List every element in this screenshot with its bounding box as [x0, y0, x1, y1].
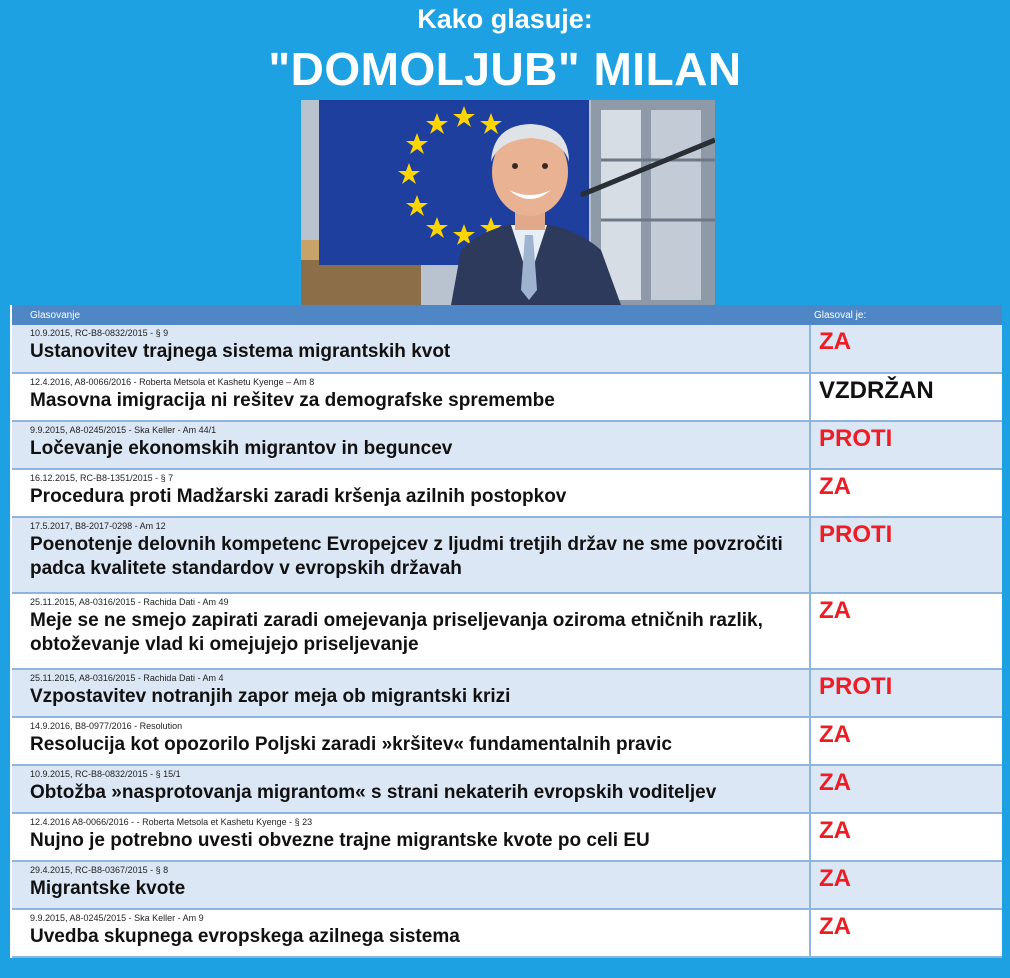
vote-result-cell	[810, 373, 1002, 421]
vote-topic: Nujno je potrebno uvesti obvezne trajne migrantske kvote po celi EU	[30, 830, 650, 851]
vote-result-cell	[810, 717, 1002, 765]
page-subtitle: Kako glasuje:	[417, 4, 593, 34]
column-header-vote: Glasoval je:	[810, 305, 1002, 325]
vote-meta: 12.4.2016 A8-0066/2016 - - Roberta Metsola et Kashetu Kyenge - § 23	[30, 817, 313, 827]
table-row	[12, 517, 1002, 593]
vote-meta: 10.9.2015, RC-B8-0832/2015 - § 9	[30, 328, 169, 338]
vote-topic-cell	[12, 765, 810, 813]
table-row	[12, 765, 1002, 813]
vote-meta: 25.11.2015, A8-0316/2015 - Rachida Dati - Am 4	[30, 673, 224, 683]
table-header-row	[12, 305, 1002, 325]
vote-result: PROTI	[819, 521, 893, 548]
vote-meta: 17.5.2017, B8-2017-0298 - Am 12	[30, 521, 166, 531]
vote-meta: 10.9.2015, RC-B8-0832/2015 - § 15/1	[30, 769, 181, 779]
vote-result-cell	[810, 421, 1002, 469]
vote-meta: 16.12.2015, RC-B8-1351/2015 - § 7	[30, 473, 174, 483]
vote-meta: 14.9.2016, B8-0977/2016 - Resolution	[30, 721, 183, 731]
vote-meta: 25.11.2015, A8-0316/2015 - Rachida Dati - Am 49	[30, 597, 229, 607]
vote-topic-cell	[12, 861, 810, 909]
table-row	[12, 469, 1002, 517]
vote-result-cell	[810, 909, 1002, 957]
vote-topic: Ločevanje ekonomskih migrantov in beguncev	[30, 438, 453, 459]
vote-meta: 29.4.2015, RC-B8-0367/2015 - § 8	[30, 865, 169, 875]
vote-result-cell	[810, 765, 1002, 813]
vote-topic: Meje se ne smejo zapirati zaradi omejevanja priseljevanja oziroma etničnih razlik, obtoževanje vlad ki omejujejo priseljevanje	[30, 610, 763, 655]
votes-table	[12, 305, 1002, 958]
vote-topic-cell	[12, 421, 810, 469]
table-row	[12, 373, 1002, 421]
vote-result: PROTI	[819, 673, 893, 700]
vote-topic: Obtožba »nasprotovanja migrantom« s strani nekaterih evropskih voditeljev	[30, 782, 717, 803]
vote-topic: Resolucija kot opozorilo Poljski zaradi »kršitev« fundamentalnih pravic	[30, 734, 672, 755]
vote-topic-cell	[12, 517, 810, 593]
table-row	[12, 593, 1002, 669]
vote-topic: Poenotenje delovnih kompetenc Evropejcev z ljudmi tretjih držav ne sme povzročiti padca kvalitete standardov v evropskih državah	[30, 534, 783, 579]
vote-topic-cell	[12, 813, 810, 861]
vote-result: ZA	[819, 769, 851, 796]
portrait-photo	[301, 100, 715, 305]
vote-topic-cell	[12, 469, 810, 517]
vote-result-cell	[810, 861, 1002, 909]
vote-topic: Migrantske kvote	[30, 878, 186, 899]
page-title: "DOMOLJUB" MILAN	[268, 43, 742, 95]
vote-result: ZA	[819, 817, 851, 844]
vote-result: PROTI	[819, 425, 893, 452]
table-row	[12, 861, 1002, 909]
vote-result: ZA	[819, 721, 851, 748]
vote-result: ZA	[819, 913, 851, 940]
vote-result-cell	[810, 593, 1002, 669]
vote-topic: Procedura proti Madžarski zaradi kršenja azilnih postopkov	[30, 486, 567, 507]
vote-result: VZDRŽAN	[819, 377, 934, 404]
vote-meta: 12.4.2016, A8-0066/2016 - Roberta Metsola et Kashetu Kyenge – Am 8	[30, 377, 315, 387]
vote-meta: 9.9.2015, A8-0245/2015 - Ska Keller - Am 9	[30, 913, 204, 923]
vote-meta: 9.9.2015, A8-0245/2015 - Ska Keller - Am 44/1	[30, 425, 217, 435]
votes-table-container	[10, 305, 1002, 958]
table-row	[12, 909, 1002, 957]
vote-topic-cell	[12, 669, 810, 717]
vote-topic: Masovna imigracija ni rešitev za demografske spremembe	[30, 390, 555, 411]
vote-topic: Uvedba skupnega evropskega azilnega sistema	[30, 926, 460, 947]
vote-result: ZA	[819, 473, 851, 500]
table-row	[12, 717, 1002, 765]
vote-result: ZA	[819, 597, 851, 624]
vote-topic-cell	[12, 593, 810, 669]
vote-result-cell	[810, 325, 1002, 373]
vote-result-cell	[810, 517, 1002, 593]
vote-topic: Vzpostavitev notranjih zapor meja ob migrantski krizi	[30, 686, 511, 707]
table-row	[12, 813, 1002, 861]
vote-topic: Ustanovitev trajnega sistema migrantskih kvot	[30, 341, 451, 362]
vote-topic-cell	[12, 373, 810, 421]
vote-topic-cell	[12, 909, 810, 957]
vote-result-cell	[810, 813, 1002, 861]
table-row	[12, 669, 1002, 717]
column-header-topic: Glasovanje	[12, 305, 810, 325]
vote-result: ZA	[819, 865, 851, 892]
vote-topic-cell	[12, 717, 810, 765]
vote-topic-cell	[12, 325, 810, 373]
vote-result-cell	[810, 669, 1002, 717]
portrait-photo-illustration	[301, 100, 715, 305]
vote-result-cell	[810, 469, 1002, 517]
table-row	[12, 421, 1002, 469]
table-row	[12, 325, 1002, 373]
vote-result: ZA	[819, 328, 851, 355]
